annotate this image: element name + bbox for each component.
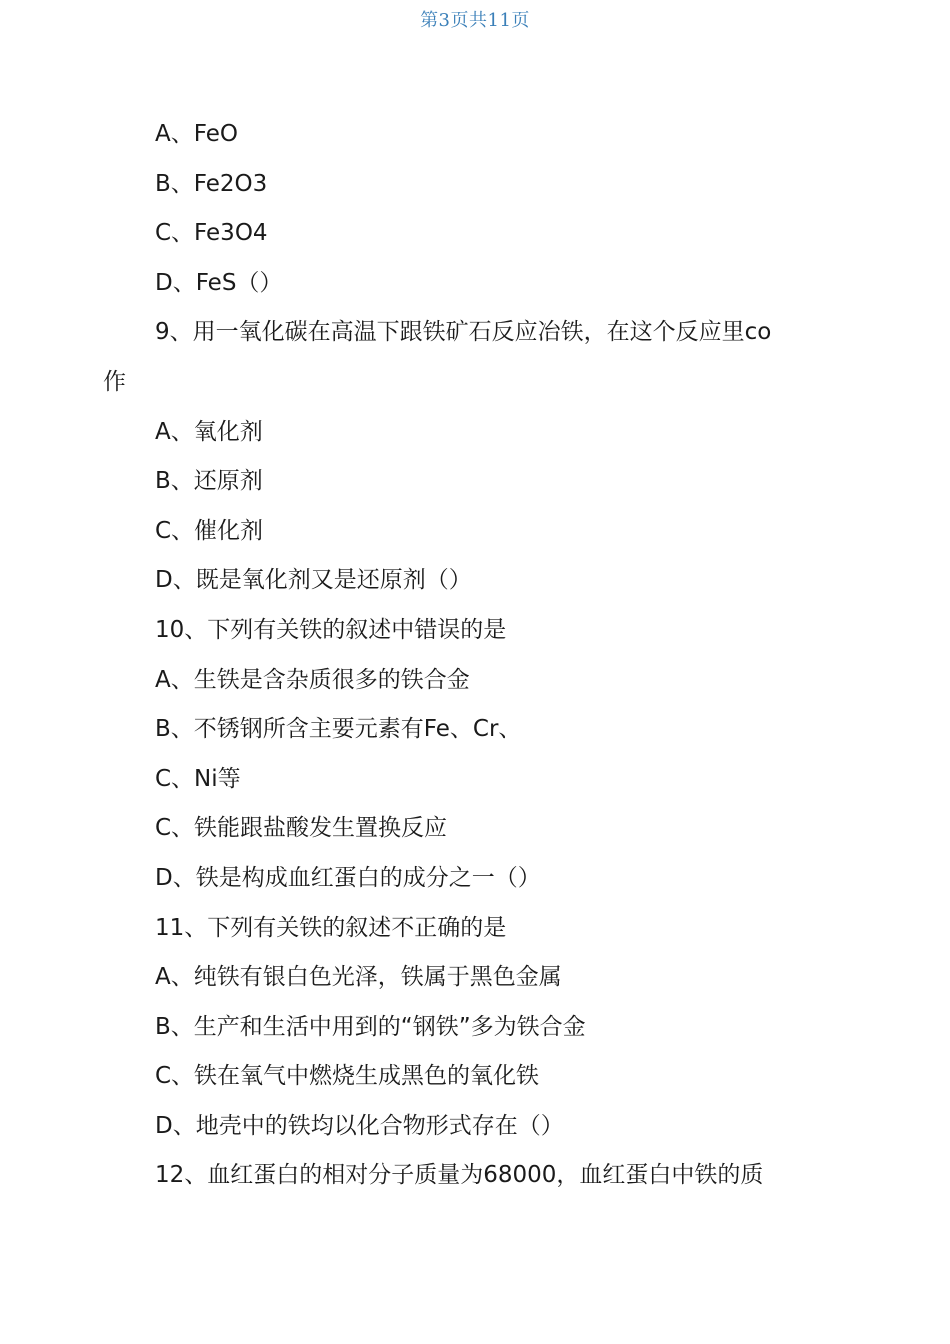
option-line: D、铁是构成血红蛋白的成分之一（）	[155, 864, 541, 891]
option-line: C、Ni等	[155, 765, 241, 792]
question-line: 11、下列有关铁的叙述不正确的是	[155, 914, 507, 941]
question-line: 9、用一氧化碳在高温下跟铁矿石反应冶铁，在这个反应里co	[155, 319, 772, 346]
question-line: 10、下列有关铁的叙述中错误的是	[155, 616, 507, 643]
option-line: B、Fe2O3	[155, 170, 268, 197]
document-body	[0, 112, 950, 1203]
page-number-header: 第3页共11页	[420, 10, 530, 31]
option-line: B、生产和生活中用到的“钢铁”多为铁合金	[155, 1013, 586, 1040]
option-line: A、纯铁有银白色光泽，铁属于黑色金属	[155, 964, 562, 991]
option-line: D、地壳中的铁均以化合物形式存在（）	[155, 1112, 564, 1139]
option-line: B、不锈钢所含主要元素有Fe、Cr、	[155, 716, 522, 743]
option-line: C、铁在氧气中燃烧生成黑色的氧化铁	[155, 1063, 540, 1090]
question-line: 12、血红蛋白的相对分子质量为68000，血红蛋白中铁的质	[155, 1162, 764, 1189]
option-line: C、催化剂	[155, 517, 264, 544]
option-line: B、还原剂	[155, 468, 263, 495]
option-line: D、FeS（）	[155, 269, 283, 296]
option-line: D、既是氧化剂又是还原剂（）	[155, 567, 472, 594]
option-line: A、FeO	[155, 121, 238, 147]
option-line: A、氧化剂	[155, 418, 263, 445]
option-line: C、Fe3O4	[155, 220, 268, 247]
question-continuation-line: 作	[103, 368, 126, 395]
option-line: A、生铁是含杂质很多的铁合金	[155, 666, 470, 693]
option-line: C、铁能跟盐酸发生置换反应	[155, 815, 448, 842]
